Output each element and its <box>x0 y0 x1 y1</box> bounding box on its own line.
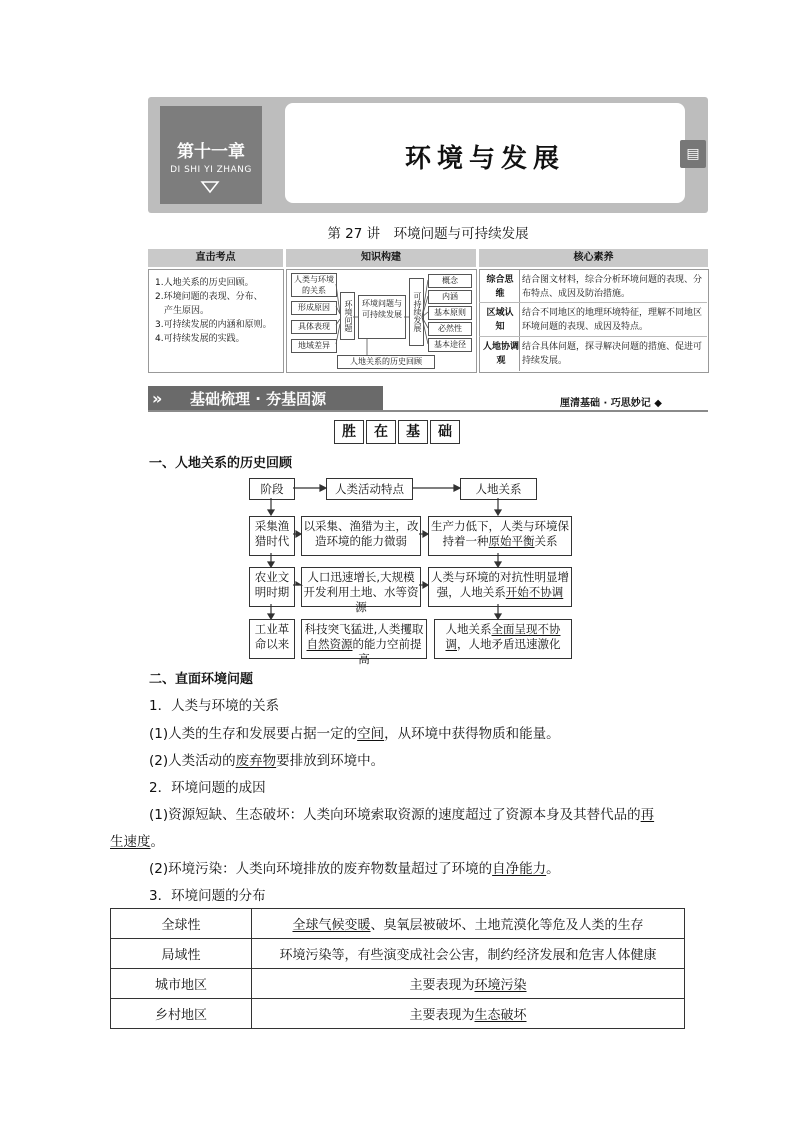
flow-relation-u: 全面呈现不协调 <box>445 622 561 651</box>
win-char: 础 <box>430 420 460 444</box>
literacy-text: 结合不同地区的地理环境特征，理解不同地区环境问题的表现、成因及特点。 <box>522 308 703 332</box>
part2-heading: 二、直面环境问题 <box>149 672 254 687</box>
section-bar-line <box>148 410 708 412</box>
literacy-divider <box>479 302 707 303</box>
km-left-group: 环境问题 <box>340 292 355 340</box>
km-left-item: 形成原因 <box>291 301 337 315</box>
flow-relation-b: 关系 <box>534 534 558 548</box>
chapter-pinyin: DI SHI YI ZHANG <box>170 165 252 175</box>
table-value-u: 环境污染 <box>474 978 527 993</box>
km-left-item: 人类与环境的关系 <box>291 273 337 297</box>
table-value-pre: 主要表现为 <box>409 978 475 993</box>
flow-relation-a: 生产力低下，人类与环境保持着一种 <box>431 519 569 548</box>
table-value <box>252 969 685 999</box>
flow-stage: 采集渔猎时代 <box>249 516 295 556</box>
section-subtitle-text: 厘清基础 · 巧思妙记 <box>560 398 651 409</box>
exam-point: 3.可持续发展的内涵和原则。 <box>155 320 272 330</box>
flow-stage: 工业革命以来 <box>249 619 295 659</box>
flow-header-relation: 人地关系 <box>460 478 537 500</box>
literacy-text: 结合图文材料，综合分析环境问题的表现、分布特点、成因及防治措施。 <box>522 275 703 299</box>
header-knowledge-map: 知识构建 <box>286 249 476 267</box>
flow-header-connectors <box>292 480 462 496</box>
book-icon[interactable]: ▤ <box>680 140 706 168</box>
literacy-text: 结合具体问题，探寻解决问题的措施、促进可持续发展。 <box>522 342 703 366</box>
flow-activity-b: 的能力空前提高 <box>352 637 422 666</box>
part1-heading: 一、人地关系的历史回顾 <box>149 456 293 471</box>
km-bottom: 人地关系的历史回顾 <box>337 355 435 369</box>
exam-point: 产生原因。 <box>155 306 210 316</box>
win-char: 基 <box>398 420 428 444</box>
km-right-group: 可持续发展 <box>409 278 424 346</box>
table-value <box>252 909 685 939</box>
s2-p1 <box>149 803 679 823</box>
s1-p1-b: ，从环境中获得物质和能量。 <box>384 726 560 742</box>
s2-p1-cont <box>110 830 164 850</box>
lecture-title: 第 27 讲 环境问题与可持续发展 <box>327 226 529 242</box>
s2-p2-u: 自净能力 <box>492 861 547 877</box>
s2-p1-a: (1)资源短缺、生态破坏：人类向环境索取资源的速度超过了资源本身及其替代品的 <box>149 807 641 823</box>
flow-activity-u: 自然资源 <box>306 637 353 651</box>
flow-relation-u: 开始不协调 <box>505 585 564 599</box>
table-value-text: 环境污染等，有些演变成社会公害，制约经济发展和危害人体健康 <box>279 948 657 963</box>
exam-point: 2.环境问题的表现、分布、 <box>155 292 263 302</box>
chapter-title: 环境与发展 <box>404 144 565 174</box>
km-left-item: 具体表现 <box>291 320 337 334</box>
table-key: 全球性 <box>111 909 252 939</box>
table-row <box>111 969 685 999</box>
km-right-item: 必然性 <box>428 322 472 336</box>
km-left-item: 地域差异 <box>291 339 337 353</box>
diamond-icon: ◆ <box>654 398 662 409</box>
flow-relation-b: ，人地矛盾迅速激化 <box>457 637 561 651</box>
km-center: 环境问题与可持续发展 <box>358 295 406 339</box>
km-connectors <box>286 269 475 371</box>
win-char: 胜 <box>334 420 364 444</box>
flow-relation-a: 人类与环境的对抗性明显增强，人地关系 <box>431 570 569 599</box>
table-value-text: 、臭氧层被破坏、土地荒漠化等危及人类的生存 <box>370 918 644 933</box>
exam-point: 1.人地关系的历史回顾。 <box>155 278 254 288</box>
s1-title: 1．人类与环境的关系 <box>149 698 280 714</box>
s2-p2-b: 。 <box>546 861 560 877</box>
s1-p2-u: 废弃物 <box>235 753 277 769</box>
s1-p1-a: (1)人类的生存和发展要占据一定的 <box>149 726 358 742</box>
km-right-item: 基本原则 <box>428 306 472 320</box>
s2-p1-u: 再 <box>640 807 655 823</box>
table-row <box>111 999 685 1029</box>
literacy-divider <box>519 269 520 371</box>
literacy-name: 区域认知 <box>486 308 514 332</box>
s1-p2 <box>149 749 384 769</box>
flow-relation-a: 人地关系 <box>445 622 492 636</box>
section-title: 基础梳理 · 夯基固源 <box>190 390 327 408</box>
exam-points-box <box>148 269 284 373</box>
flow-arrows <box>248 498 578 622</box>
table-value-pre: 主要表现为 <box>409 1008 475 1023</box>
win-char: 在 <box>366 420 396 444</box>
win-tag <box>330 420 464 442</box>
flow-relation-u: 原始平衡 <box>488 534 535 548</box>
flow-relation <box>434 619 572 659</box>
flow-activity: 人口迅速增长,大规模开发利用土地、水等资源 <box>301 567 421 607</box>
table-row <box>111 939 685 969</box>
header-literacy: 核心素养 <box>479 249 708 267</box>
s2-p2 <box>149 857 560 877</box>
chapter-label: 第十一章 <box>177 142 245 162</box>
flow-activity: 以采集、渔猎为主，改造环境的能力微弱 <box>301 516 421 556</box>
flow-header-stage: 阶段 <box>249 478 295 500</box>
s2-p2-a: (2)环境污染：人类向环境排放的废弃物数量超过了环境的 <box>149 861 493 877</box>
s2-p1-u2: 生速度 <box>110 834 151 850</box>
s1-p2-b: 要排放到环境中。 <box>276 753 385 769</box>
table-key: 城市地区 <box>111 969 252 999</box>
km-right-item: 内涵 <box>428 290 472 304</box>
table-value-u: 全球气候变暖 <box>292 918 371 933</box>
table-value <box>252 999 685 1029</box>
table-value-u: 生态破坏 <box>474 1008 527 1023</box>
s1-p1-u: 空间 <box>357 726 385 742</box>
double-chevron-icon: » <box>152 389 163 408</box>
literacy-divider <box>479 336 707 337</box>
s1-p2-a: (2)人类活动的 <box>149 753 236 769</box>
literacy-name: 综合思维 <box>486 275 514 299</box>
table-key: 局域性 <box>111 939 252 969</box>
literacy-name: 人地协调观 <box>482 342 519 366</box>
s1-p1 <box>149 722 560 742</box>
distribution-table <box>110 908 685 1029</box>
km-right-item: 概念 <box>428 274 472 288</box>
s2-p1-b: 。 <box>150 834 164 850</box>
table-key: 乡村地区 <box>111 999 252 1029</box>
header-exam-points: 直击考点 <box>148 249 283 267</box>
flow-stage: 农业文明时期 <box>249 567 295 607</box>
section-subtitle <box>560 394 662 409</box>
table-row <box>111 909 685 939</box>
flow-activity-a: 科技突飞猛进,人类攫取 <box>304 622 424 636</box>
flow-activity <box>301 619 427 666</box>
s2-title: 2．环境问题的成因 <box>149 780 266 796</box>
s3-title: 3．环境问题的分布 <box>149 888 266 904</box>
flow-header-activity: 人类活动特点 <box>326 478 413 500</box>
km-right-item: 基本途径 <box>428 338 472 352</box>
chapter-triangle-icon <box>200 180 220 194</box>
exam-point: 4.可持续发展的实践。 <box>155 334 245 344</box>
table-value <box>252 939 685 969</box>
